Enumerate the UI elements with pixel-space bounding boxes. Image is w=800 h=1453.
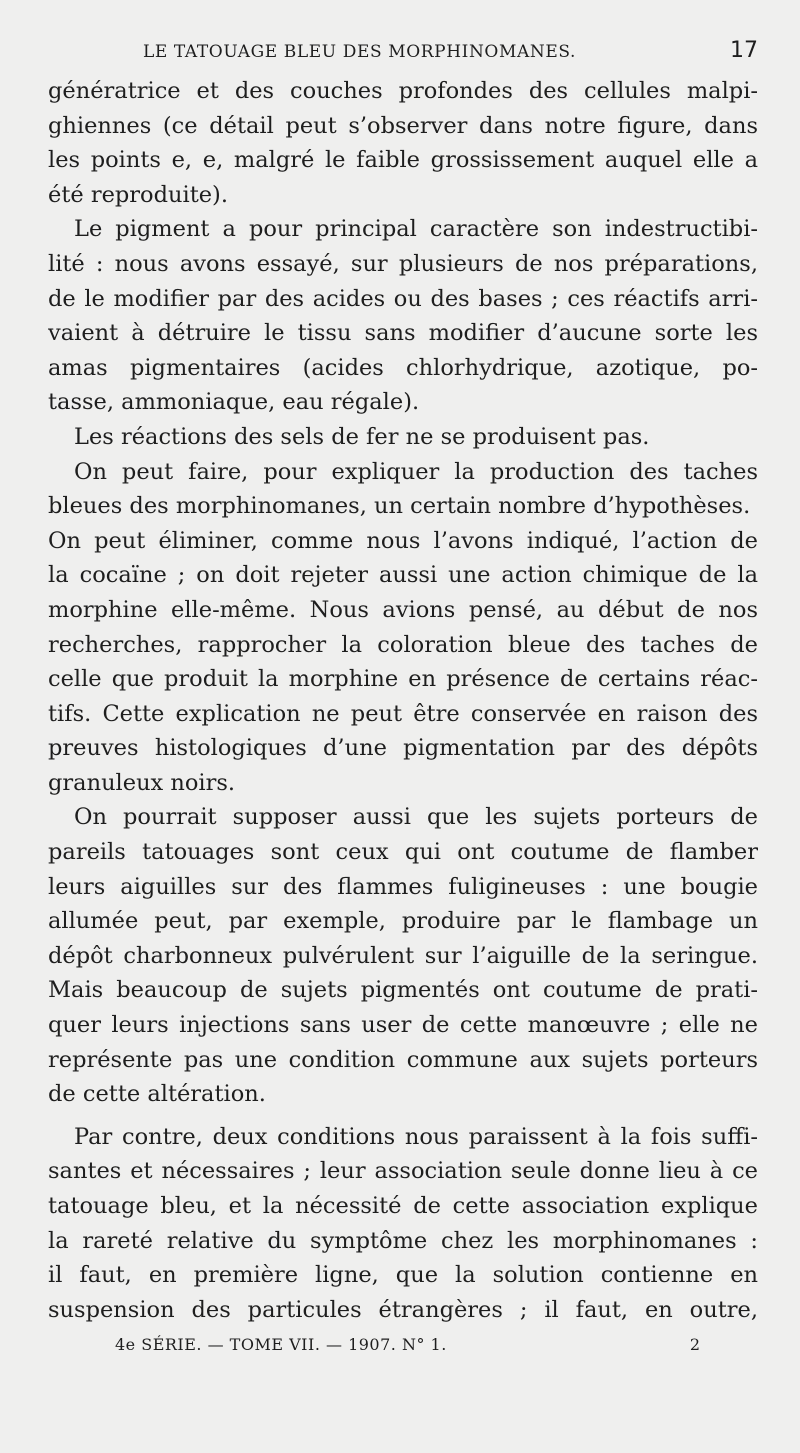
text-line: Le pigment a pour principal caractère son indestructibi- bbox=[74, 216, 758, 243]
text-line: suspension des particules étrangères ; il faut, en outre, bbox=[48, 1296, 758, 1323]
text-line: granuleux noirs. bbox=[48, 769, 236, 796]
text-line: de le modifier par des acides ou des bases ; ces réactifs arri- bbox=[48, 285, 758, 312]
footer-series-info: 4e SÉRIE. — TOME VII. — 1907. N° 1. bbox=[115, 1335, 447, 1354]
page-number: 17 bbox=[730, 38, 758, 63]
running-head bbox=[48, 38, 758, 66]
body-text bbox=[48, 74, 758, 1327]
text-line: tatouage bleu, et la nécessité de cette association explique bbox=[48, 1193, 758, 1219]
text-line: vaient à détruire le tissu sans modifier d’aucune sorte les bbox=[48, 320, 758, 347]
text-line: santes et nécessaires ; leur association seule donne lieu à ce bbox=[48, 1158, 758, 1185]
text-line: de cette altération. bbox=[48, 1081, 266, 1108]
text-line: lité : nous avons essayé, sur plusieurs de nos préparations, bbox=[48, 250, 758, 277]
signature-mark: 2 bbox=[689, 1335, 700, 1354]
running-title: LE TATOUAGE BLEU DES MORPHINOMANES. bbox=[143, 42, 576, 62]
text-line: génératrice et des couches profondes des cellules malpi- bbox=[48, 78, 758, 104]
text-line: quer leurs injections sans user de cette manœuvre ; elle ne bbox=[48, 1012, 758, 1039]
page-footer bbox=[115, 1335, 700, 1361]
text-line: tifs. Cette explication ne peut être conservée en raison des bbox=[48, 700, 758, 727]
text-line: les points e, e, malgré le faible grossissement auquel elle a bbox=[48, 147, 758, 174]
text-line: Par contre, deux conditions nous paraissent à la fois suffi- bbox=[74, 1123, 758, 1150]
text-line: preuves histologiques d’une pigmentation par des dépôts bbox=[48, 735, 758, 762]
text-line: morphine elle-même. Nous avions pensé, au début de nos bbox=[48, 596, 758, 623]
text-line: celle que produit la morphine en présence de certains réac- bbox=[48, 666, 758, 693]
text-line: On peut éliminer, comme nous l’avons indiqué, l’action de bbox=[48, 527, 758, 554]
text-line: il faut, en première ligne, que la solution contienne en bbox=[48, 1262, 758, 1289]
text-line: dépôt charbonneux pulvérulent sur l’aiguille de la seringue. bbox=[48, 942, 758, 969]
text-line: Mais beaucoup de sujets pigmentés ont coutume de prati- bbox=[48, 977, 758, 1004]
text-line: On pourrait supposer aussi que les sujets porteurs de bbox=[74, 804, 758, 831]
text-line: bleues des morphinomanes, un certain nombre d’hypothèses. bbox=[48, 493, 751, 520]
text-line: représente pas une condition commune aux sujets porteurs bbox=[48, 1046, 758, 1073]
text-line: ghiennes (ce détail peut s’observer dans notre figure, dans bbox=[48, 112, 758, 139]
text-line: la cocaïne ; on doit rejeter aussi une action chimique de la bbox=[48, 562, 758, 589]
paragraph-gap bbox=[48, 1112, 758, 1120]
text-line: tasse, ammoniaque, eau régale). bbox=[48, 389, 420, 416]
text-line: amas pigmentaires (acides chlorhydrique, azotique, po- bbox=[48, 354, 758, 381]
text-line: On peut faire, pour expliquer la production des taches bbox=[74, 458, 758, 485]
text-line: leurs aiguilles sur des flammes fuligineuses : une bougie bbox=[48, 873, 758, 900]
text-line: été reproduite). bbox=[48, 181, 228, 208]
text-line: pareils tatouages sont ceux qui ont coutume de flamber bbox=[48, 839, 758, 866]
text-line: la rareté relative du symptôme chez les morphinomanes : bbox=[48, 1227, 758, 1254]
text-line: Les réactions des sels de fer ne se produisent pas. bbox=[74, 423, 650, 450]
text-line: recherches, rapprocher la coloration bleue des taches de bbox=[48, 631, 758, 658]
text-line: allumée peut, par exemple, produire par le flambage un bbox=[48, 908, 758, 935]
